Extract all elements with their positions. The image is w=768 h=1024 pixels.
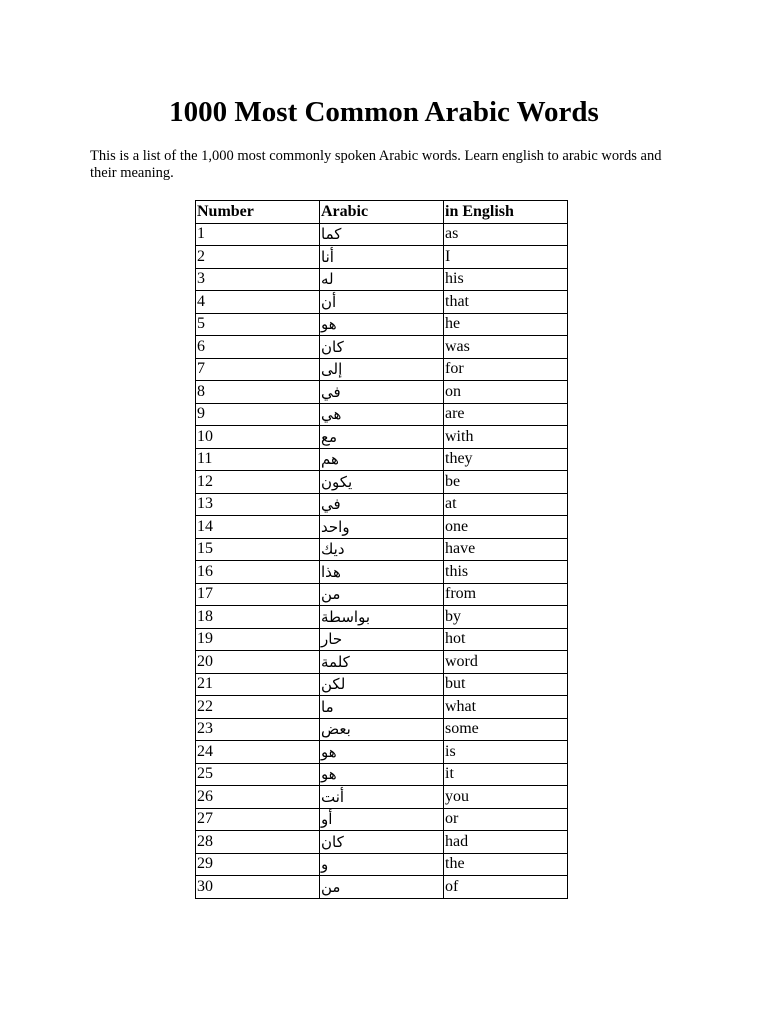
- arabic-word: أو: [321, 810, 333, 829]
- cell-arabic: [320, 471, 444, 494]
- arabic-word: هذا: [321, 562, 341, 581]
- header-row: [196, 201, 568, 224]
- cell-english: but: [444, 673, 568, 696]
- cell-number: 29: [196, 853, 320, 876]
- cell-english: was: [444, 336, 568, 359]
- cell-number: 17: [196, 583, 320, 606]
- cell-english: be: [444, 471, 568, 494]
- cell-arabic: [320, 808, 444, 831]
- table-row: [196, 313, 568, 336]
- cell-english: that: [444, 291, 568, 314]
- arabic-word: هو: [321, 742, 337, 761]
- cell-arabic: [320, 246, 444, 269]
- cell-arabic: [320, 741, 444, 764]
- cell-arabic: [320, 696, 444, 719]
- table-row: [196, 403, 568, 426]
- cell-english: some: [444, 718, 568, 741]
- cell-arabic: [320, 718, 444, 741]
- table-row: [196, 696, 568, 719]
- table-row: [196, 246, 568, 269]
- table-row: [196, 831, 568, 854]
- table-row: [196, 561, 568, 584]
- table-row: [196, 741, 568, 764]
- header-number: Number: [196, 201, 320, 224]
- table-row: [196, 516, 568, 539]
- table-body: [196, 223, 568, 898]
- arabic-word: هم: [321, 450, 339, 469]
- cell-english: they: [444, 448, 568, 471]
- cell-arabic: [320, 628, 444, 651]
- cell-english: had: [444, 831, 568, 854]
- cell-number: 2: [196, 246, 320, 269]
- cell-english: what: [444, 696, 568, 719]
- arabic-word: لكن: [321, 675, 346, 694]
- cell-number: 4: [196, 291, 320, 314]
- cell-arabic: [320, 763, 444, 786]
- intro-paragraph: This is a list of the 1,000 most commonly spoken Arabic words. Learn english to arabic words and their meaning.: [90, 148, 662, 181]
- cell-english: at: [444, 493, 568, 516]
- table-row: [196, 358, 568, 381]
- cell-english: his: [444, 268, 568, 291]
- table-row: [196, 471, 568, 494]
- cell-number: 12: [196, 471, 320, 494]
- table-row: [196, 786, 568, 809]
- cell-arabic: [320, 786, 444, 809]
- cell-arabic: [320, 516, 444, 539]
- cell-arabic: [320, 673, 444, 696]
- cell-number: 10: [196, 426, 320, 449]
- cell-number: 16: [196, 561, 320, 584]
- cell-english: is: [444, 741, 568, 764]
- cell-number: 1: [196, 223, 320, 246]
- header-arabic: Arabic: [320, 201, 444, 224]
- cell-arabic: [320, 268, 444, 291]
- table-row: [196, 673, 568, 696]
- arabic-word: هو: [321, 315, 337, 334]
- cell-arabic: [320, 831, 444, 854]
- cell-english: as: [444, 223, 568, 246]
- table-header: [196, 201, 568, 224]
- cell-number: 8: [196, 381, 320, 404]
- table-row: [196, 223, 568, 246]
- arabic-word: كان: [321, 337, 344, 356]
- cell-number: 15: [196, 538, 320, 561]
- cell-number: 3: [196, 268, 320, 291]
- cell-arabic: [320, 358, 444, 381]
- table-row: [196, 493, 568, 516]
- table-row: [196, 538, 568, 561]
- cell-arabic: [320, 606, 444, 629]
- cell-arabic: [320, 493, 444, 516]
- cell-english: for: [444, 358, 568, 381]
- arabic-word: مع: [321, 427, 338, 446]
- arabic-word: أنت: [321, 787, 345, 806]
- cell-number: 19: [196, 628, 320, 651]
- arabic-word: بعض: [321, 720, 351, 739]
- arabic-word: حار: [321, 630, 343, 649]
- table-row: [196, 876, 568, 899]
- cell-arabic: [320, 381, 444, 404]
- table-row: [196, 606, 568, 629]
- cell-english: the: [444, 853, 568, 876]
- cell-english: by: [444, 606, 568, 629]
- arabic-word: واحد: [321, 517, 350, 536]
- table-row: [196, 718, 568, 741]
- cell-arabic: [320, 403, 444, 426]
- cell-english: are: [444, 403, 568, 426]
- cell-english: this: [444, 561, 568, 584]
- cell-number: 13: [196, 493, 320, 516]
- arabic-word: ما: [321, 697, 334, 716]
- arabic-word: كان: [321, 832, 344, 851]
- cell-number: 20: [196, 651, 320, 674]
- table-row: [196, 763, 568, 786]
- cell-english: hot: [444, 628, 568, 651]
- cell-number: 26: [196, 786, 320, 809]
- cell-arabic: [320, 291, 444, 314]
- table-row: [196, 808, 568, 831]
- cell-english: from: [444, 583, 568, 606]
- arabic-word: إلى: [321, 360, 343, 379]
- cell-english: I: [444, 246, 568, 269]
- cell-arabic: [320, 583, 444, 606]
- arabic-word: كلمة: [321, 652, 350, 671]
- cell-arabic: [320, 336, 444, 359]
- cell-english: it: [444, 763, 568, 786]
- table-row: [196, 291, 568, 314]
- table-row: [196, 268, 568, 291]
- cell-arabic: [320, 651, 444, 674]
- header-english: in English: [444, 201, 568, 224]
- arabic-word: يكون: [321, 472, 353, 491]
- cell-number: 23: [196, 718, 320, 741]
- arabic-word: بواسطة: [321, 607, 371, 626]
- table-row: [196, 336, 568, 359]
- arabic-word: له: [321, 270, 334, 289]
- cell-arabic: [320, 853, 444, 876]
- cell-english: you: [444, 786, 568, 809]
- arabic-word: أن: [321, 292, 337, 311]
- cell-number: 7: [196, 358, 320, 381]
- cell-english: one: [444, 516, 568, 539]
- table-row: [196, 381, 568, 404]
- cell-arabic: [320, 561, 444, 584]
- page-title: 1000 Most Common Arabic Words: [169, 96, 599, 128]
- cell-number: 24: [196, 741, 320, 764]
- cell-arabic: [320, 876, 444, 899]
- arabic-word: في: [321, 495, 341, 514]
- cell-number: 22: [196, 696, 320, 719]
- cell-number: 11: [196, 448, 320, 471]
- cell-number: 30: [196, 876, 320, 899]
- arabic-word: من: [321, 585, 341, 604]
- cell-arabic: [320, 448, 444, 471]
- cell-number: 6: [196, 336, 320, 359]
- cell-number: 5: [196, 313, 320, 336]
- cell-english: with: [444, 426, 568, 449]
- cell-number: 21: [196, 673, 320, 696]
- cell-english: have: [444, 538, 568, 561]
- cell-english: or: [444, 808, 568, 831]
- arabic-word: هو: [321, 765, 337, 784]
- arabic-word: و: [321, 855, 329, 874]
- arabic-word: هي: [321, 405, 342, 424]
- cell-number: 9: [196, 403, 320, 426]
- cell-english: he: [444, 313, 568, 336]
- table-row: [196, 583, 568, 606]
- cell-english: word: [444, 651, 568, 674]
- table-row: [196, 448, 568, 471]
- cell-number: 27: [196, 808, 320, 831]
- cell-number: 25: [196, 763, 320, 786]
- cell-english: of: [444, 876, 568, 899]
- arabic-word: أنا: [321, 247, 334, 266]
- word-table: [195, 200, 568, 899]
- arabic-word: كما: [321, 225, 342, 244]
- cell-arabic: [320, 223, 444, 246]
- cell-number: 14: [196, 516, 320, 539]
- table-row: [196, 426, 568, 449]
- arabic-word: في: [321, 382, 341, 401]
- table-row: [196, 853, 568, 876]
- cell-number: 18: [196, 606, 320, 629]
- cell-arabic: [320, 538, 444, 561]
- arabic-word: ديك: [321, 540, 345, 559]
- cell-arabic: [320, 426, 444, 449]
- table-row: [196, 651, 568, 674]
- cell-arabic: [320, 313, 444, 336]
- table-row: [196, 628, 568, 651]
- cell-number: 28: [196, 831, 320, 854]
- cell-english: on: [444, 381, 568, 404]
- arabic-word: من: [321, 877, 341, 896]
